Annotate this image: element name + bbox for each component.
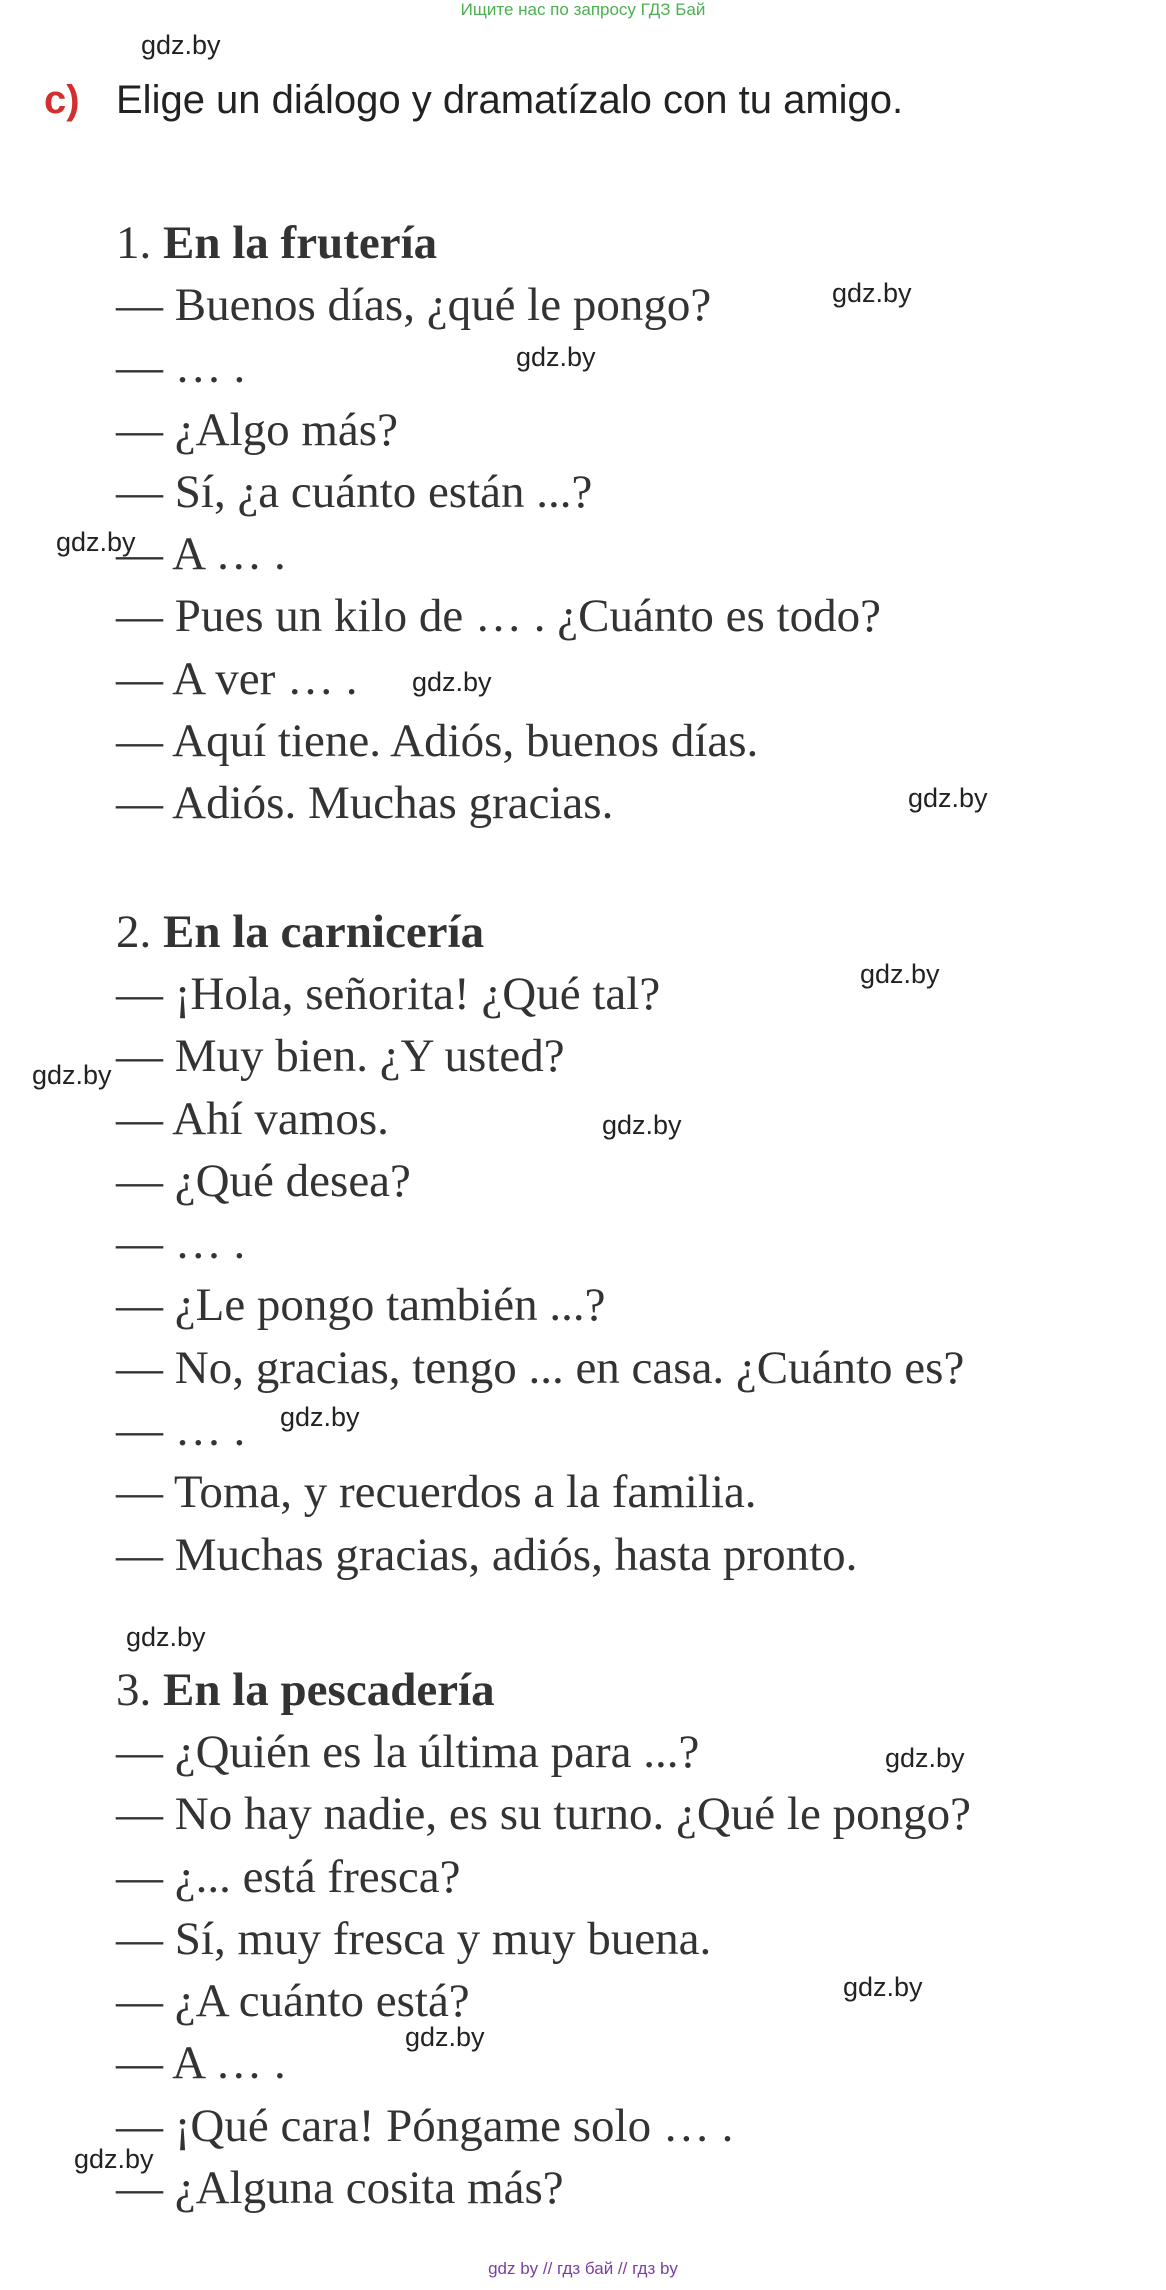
- watermark: gdz.by: [74, 2144, 154, 2174]
- dialogue-title-text: En la pescadería: [163, 1664, 495, 1716]
- footer: gdz by // гдз бай // гдз by: [488, 2259, 678, 2278]
- watermark: gdz.by: [405, 2022, 485, 2052]
- dialogue-number: 3.: [116, 1664, 152, 1716]
- dialogue-line: — No hay nadie, es su turno. ¿Qué le pongo?: [116, 1788, 971, 1841]
- watermark: gdz.by: [412, 667, 492, 697]
- dialogue-line: — A … .: [116, 2037, 286, 2090]
- watermark: gdz.by: [885, 1743, 965, 1773]
- dialogue-title: [116, 212, 1116, 274]
- watermark: gdz.by: [860, 959, 940, 989]
- dialogue-line: — A ver … .: [116, 652, 358, 705]
- watermark: gdz.by: [126, 1622, 206, 1652]
- dialogue-line: — A … .: [116, 528, 286, 581]
- dialogue-line: — Pues un kilo de … . ¿Cuánto es todo?: [116, 590, 881, 643]
- dialogue-line: — … .: [116, 1404, 246, 1457]
- dialogue-title: [116, 901, 1116, 963]
- dialogue-line: — ¡Hola, señorita! ¿Qué tal?: [116, 968, 661, 1020]
- dialogue-line: — Adiós. Muchas gracias.: [116, 777, 614, 830]
- dialogue-line: — ¡Qué cara! Póngame solo … .: [116, 2099, 734, 2152]
- dialogue-line: — ¿Qué desea?: [116, 1154, 411, 1207]
- dialogue-title-text: En la frutería: [163, 217, 438, 269]
- watermark: gdz.by: [843, 1972, 923, 2002]
- dialogue-carniceria: [116, 901, 1116, 1586]
- dialogue-number: 1.: [116, 217, 152, 269]
- dialogue-line: — Sí, muy fresca y muy buena.: [116, 1912, 712, 1965]
- dialogue-line: — Sí, ¿a cuánto están ...?: [116, 465, 593, 518]
- dialogue-line: — … .: [116, 1217, 246, 1270]
- dialogue-line: — ¿... está fresca?: [116, 1850, 461, 1903]
- dialogue-line: — … .: [116, 341, 246, 394]
- dialogue-line: — Toma, y recuerdos a la familia.: [116, 1466, 757, 1519]
- watermark: gdz.by: [56, 527, 136, 557]
- dialogue-line: — Ahí vamos.: [116, 1092, 389, 1145]
- dialogue-pescaderia: [116, 1659, 1116, 2219]
- watermark: gdz.by: [908, 783, 988, 813]
- dialogue-line: — Muy bien. ¿Y usted?: [116, 1030, 565, 1083]
- dialogue-line: — ¿Quién es la última para ...?: [116, 1726, 700, 1778]
- watermark: gdz.by: [280, 1402, 360, 1432]
- dialogue-line: — ¿Alguna cosita más?: [116, 2162, 564, 2215]
- task-text: Elige un diálogo y dramatízalo con tu amigo.: [116, 78, 904, 122]
- dialogue-line: — No, gracias, tengo ... en casa. ¿Cuánto es?: [116, 1341, 965, 1394]
- dialogue-line: — Muchas gracias, adiós, hasta pronto.: [116, 1528, 858, 1581]
- top-banner: Ищите нас по запросу ГДЗ Бай: [460, 0, 706, 19]
- dialogue-line: — Buenos días, ¿qué le pongo?: [116, 279, 712, 331]
- watermark: gdz.by: [32, 1060, 112, 1090]
- dialogue-line: — ¿Algo más?: [116, 403, 398, 456]
- watermark: gdz.by: [602, 1110, 682, 1140]
- watermark: gdz.by: [832, 278, 912, 308]
- dialogue-title-text: En la carnicería: [163, 906, 485, 958]
- watermark: gdz.by: [516, 342, 596, 372]
- dialogue-line: — ¿Le pongo también ...?: [116, 1279, 606, 1332]
- dialogue-line: — ¿A cuánto está?: [116, 1975, 470, 2028]
- task-letter: c): [44, 78, 80, 122]
- task-heading: [44, 78, 903, 123]
- dialogue-line: — Aquí tiene. Adiós, buenos días.: [116, 715, 759, 768]
- dialogue-fruteria: [116, 212, 1116, 835]
- dialogue-number: 2.: [116, 906, 152, 958]
- watermark: gdz.by: [141, 30, 221, 60]
- dialogue-title: [116, 1659, 1116, 1721]
